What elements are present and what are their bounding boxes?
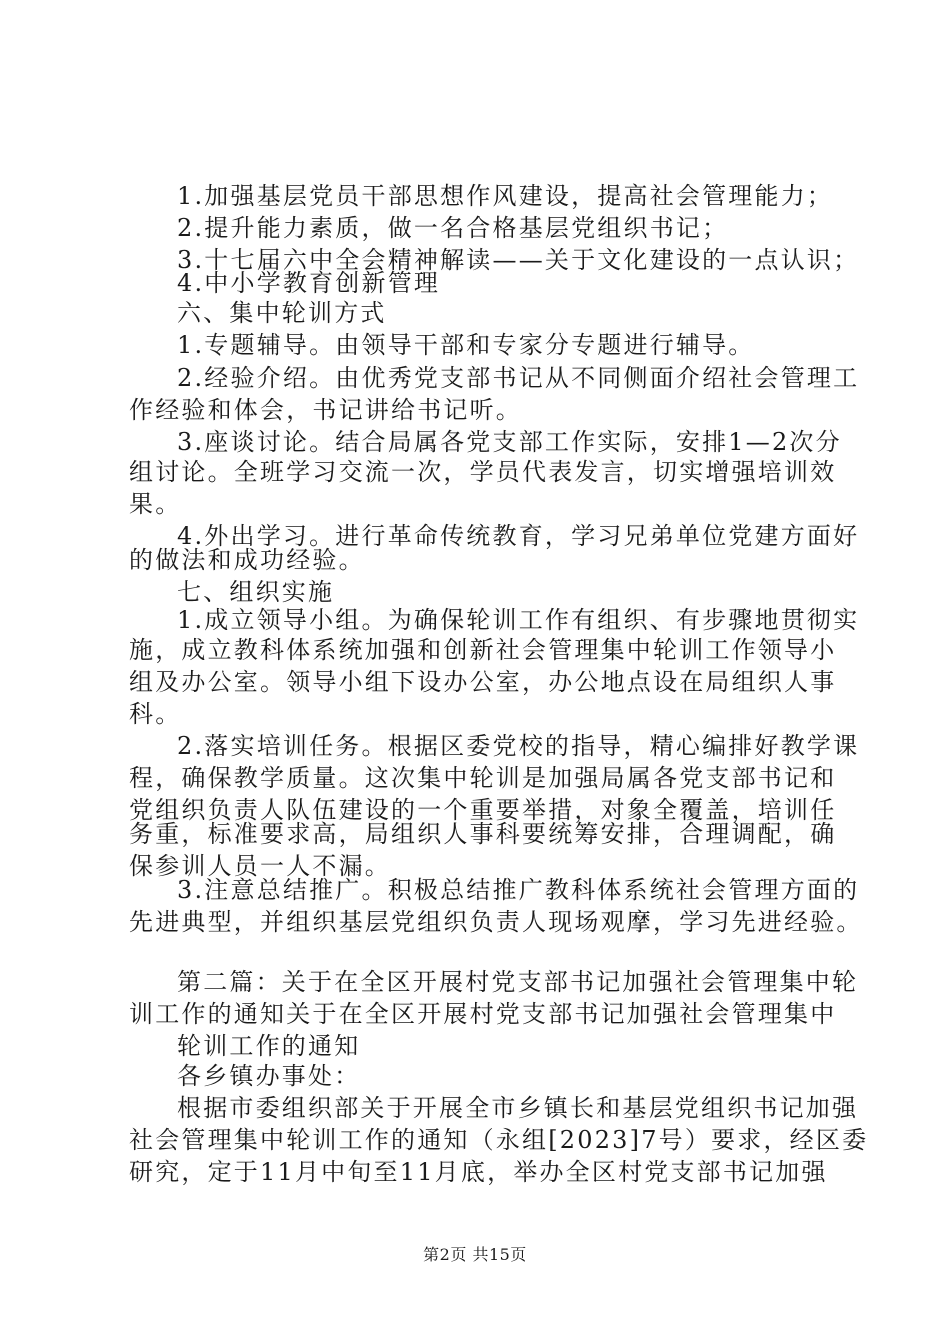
text-line: 1.成立领导小组。为确保轮训工作有组织、有步骤地贯彻实 (177, 606, 860, 634)
text-line: 务重，标准要求高，局组织人事科要统筹安排，合理调配，确 (129, 820, 837, 848)
text-line: 4.中小学教育创新管理 (177, 269, 441, 297)
text-line: 3.十七届六中全会精神解读——关于文化建设的一点认识； (177, 246, 860, 274)
text-line: 根据市委组织部关于开展全市乡镇长和基层党组织书记加强 (177, 1094, 859, 1122)
text-line: 社会管理集中轮训工作的通知（永组[2023]7号）要求，经区委 (129, 1126, 869, 1154)
salutation: 各乡镇办事处： (177, 1062, 361, 1090)
text-line: 3.注意总结推广。积极总结推广教科体系统社会管理方面的 (177, 876, 860, 904)
text-line: 3.座谈讨论。结合局属各党支部工作实际，安排1—2次分 (177, 428, 842, 456)
text-line: 组讨论。全班学习交流一次，学员代表发言，切实增强培训效 (129, 458, 837, 486)
page-footer: 第2页 共15页 (423, 1245, 527, 1264)
chapter-heading: 训工作的通知关于在全区开展村党支部书记加强社会管理集中 (129, 1000, 837, 1028)
text-line: 先进典型，并组织基层党组织负责人现场观摩，学习先进经验。 (129, 908, 863, 936)
text-line: 施，成立教科体系统加强和创新社会管理集中轮训工作领导小 (129, 636, 837, 664)
text-line: 保参训人员一人不漏。 (129, 852, 391, 880)
section-heading: 六、集中轮训方式 (177, 299, 387, 327)
text-line: 2.提升能力素质，做一名合格基层党组织书记； (177, 214, 729, 242)
text-line: 1.加强基层党员干部思想作风建设，提高社会管理能力； (177, 182, 834, 210)
text-line: 2.落实培训任务。根据区委党校的指导，精心编排好教学课 (177, 732, 860, 760)
chapter-heading: 轮训工作的通知 (177, 1032, 361, 1060)
text-line: 科。 (129, 700, 182, 728)
text-line: 果。 (129, 490, 182, 518)
section-heading: 七、组织实施 (177, 578, 335, 606)
text-line: 研究，定于11月中旬至11月底，举办全区村党支部书记加强 (129, 1158, 828, 1186)
text-line: 4.外出学习。进行革命传统教育，学习兄弟单位党建方面好 (177, 522, 860, 550)
text-line: 组及办公室。领导小组下设办公室，办公地点设在局组织人事 (129, 668, 837, 696)
text-line: 作经验和体会，书记讲给书记听。 (129, 396, 522, 424)
chapter-heading: 第二篇：关于在全区开展村党支部书记加强社会管理集中轮 (177, 968, 859, 996)
text-line: 程，确保教学质量。这次集中轮训是加强局属各党支部书记和 (129, 764, 837, 792)
text-line: 的做法和成功经验。 (129, 546, 365, 574)
text-line: 党组织负责人队伍建设的一个重要举措，对象全覆盖，培训任 (129, 796, 837, 824)
text-line: 1.专题辅导。由领导干部和专家分专题进行辅导。 (177, 331, 755, 359)
text-line: 2.经验介绍。由优秀党支部书记从不同侧面介绍社会管理工 (177, 364, 860, 392)
